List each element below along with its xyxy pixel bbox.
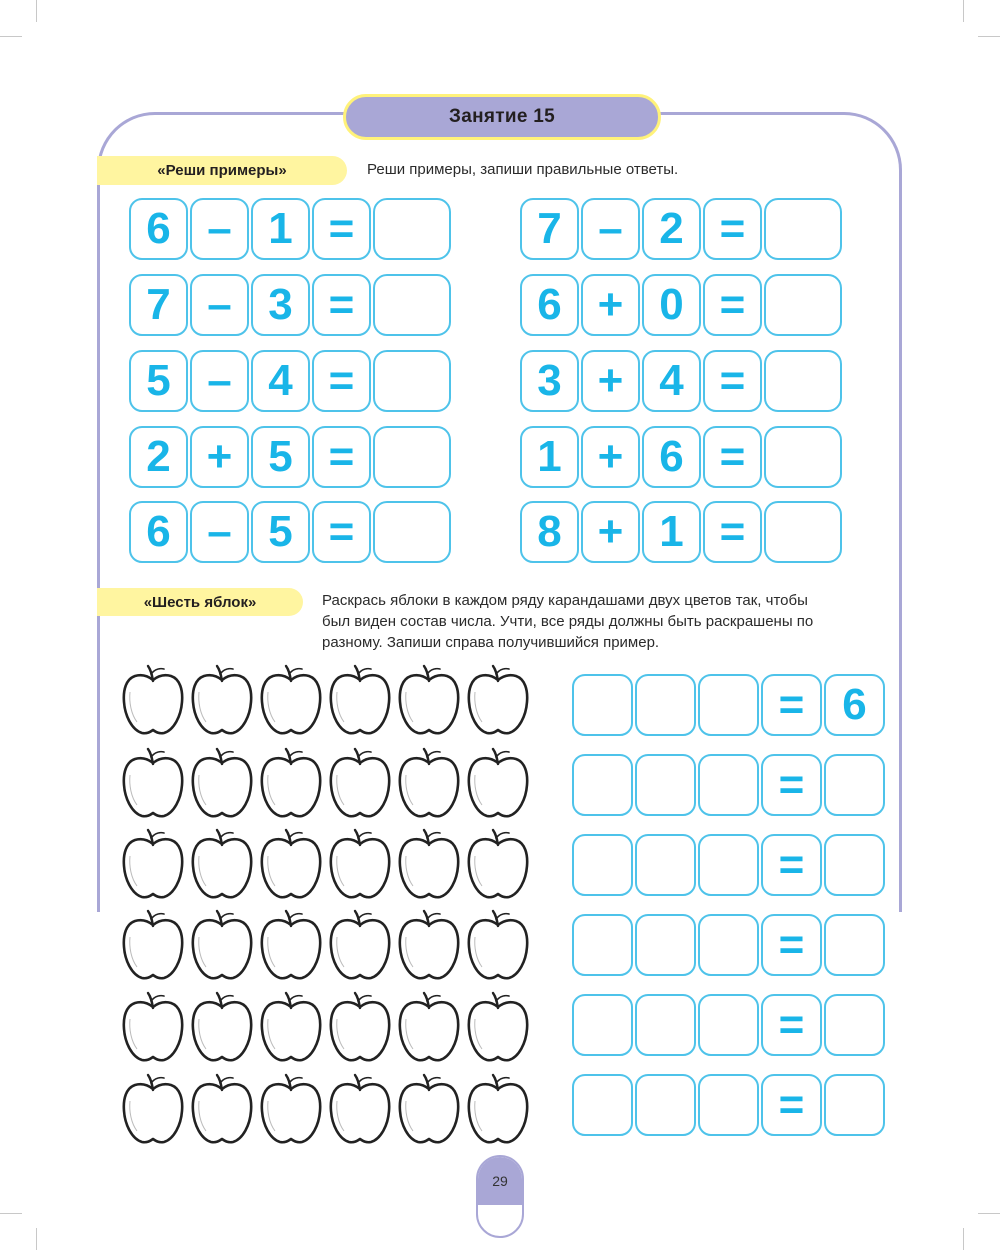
apple-icon[interactable] [191, 747, 253, 819]
result-box[interactable]: 6 [824, 674, 885, 736]
equals-cell: = [761, 834, 822, 896]
lesson-title [343, 94, 661, 140]
answer-box[interactable] [373, 350, 451, 412]
equals-cell: = [761, 1074, 822, 1136]
operand-cell: 4 [642, 350, 701, 412]
apple-icon[interactable] [191, 1073, 253, 1145]
apple-icon[interactable] [260, 664, 322, 736]
blank-box[interactable] [572, 754, 633, 816]
apple-icon[interactable] [329, 1073, 391, 1145]
apple-icon[interactable] [122, 1073, 184, 1145]
operand-cell: 7 [129, 274, 188, 336]
apple-icon[interactable] [329, 828, 391, 900]
equals-cell: = [703, 501, 762, 563]
equals-cell: = [312, 350, 371, 412]
blank-box[interactable] [635, 674, 696, 736]
example-row [572, 754, 885, 816]
result-box[interactable] [824, 994, 885, 1056]
operand-cell: 4 [251, 350, 310, 412]
operand-cell: 5 [251, 426, 310, 488]
apple-icon[interactable] [260, 1073, 322, 1145]
equation-row [520, 501, 842, 563]
section-label-solve [97, 156, 347, 185]
apple-icon[interactable] [260, 909, 322, 981]
apple-icon[interactable] [329, 664, 391, 736]
operator-cell: – [190, 274, 249, 336]
equals-cell: = [312, 198, 371, 260]
instruction-line: Раскрась яблоки в каждом ряду карандашами двух цветов так, чтобы [322, 592, 808, 609]
apple-icon[interactable] [467, 991, 529, 1063]
apple-icon[interactable] [467, 828, 529, 900]
result-box[interactable] [824, 754, 885, 816]
example-row [572, 994, 885, 1056]
equation-row [520, 274, 842, 336]
answer-box[interactable] [764, 426, 842, 488]
apple-icon[interactable] [398, 747, 460, 819]
apple-icon[interactable] [191, 991, 253, 1063]
answer-box[interactable] [373, 501, 451, 563]
instruction-line: разному. Запиши справа получившийся пример. [322, 634, 660, 651]
operand-cell: 1 [520, 426, 579, 488]
apple-icon[interactable] [398, 1073, 460, 1145]
blank-box[interactable] [698, 914, 759, 976]
equals-cell: = [761, 754, 822, 816]
result-box[interactable] [824, 914, 885, 976]
blank-box[interactable] [698, 674, 759, 736]
operand-cell: 8 [520, 501, 579, 563]
blank-box[interactable] [635, 834, 696, 896]
blank-box[interactable] [635, 754, 696, 816]
blank-box[interactable] [572, 834, 633, 896]
apple-icon[interactable] [467, 664, 529, 736]
equation-row [129, 350, 451, 412]
apple-icon[interactable] [467, 909, 529, 981]
example-row [572, 834, 885, 896]
apple-icon[interactable] [122, 909, 184, 981]
operator-cell: – [190, 198, 249, 260]
equals-cell: = [703, 426, 762, 488]
crop-mark [978, 36, 1000, 37]
apple-icon[interactable] [122, 747, 184, 819]
apple-icon[interactable] [329, 747, 391, 819]
equation-row [520, 198, 842, 260]
equation-row [520, 426, 842, 488]
answer-box[interactable] [373, 198, 451, 260]
apple-icon[interactable] [398, 909, 460, 981]
blank-box[interactable] [635, 914, 696, 976]
crop-mark [0, 36, 22, 37]
blank-box[interactable] [635, 994, 696, 1056]
operator-cell: + [581, 501, 640, 563]
lesson-title-text: Занятие 15 [449, 106, 555, 127]
blank-box[interactable] [572, 914, 633, 976]
answer-box[interactable] [373, 426, 451, 488]
crop-mark [0, 1213, 22, 1214]
apple-icon[interactable] [398, 828, 460, 900]
crop-mark [978, 1213, 1000, 1214]
blank-box[interactable] [572, 1074, 633, 1136]
equals-cell: = [703, 198, 762, 260]
equation-row [129, 426, 451, 488]
equation-row [129, 198, 451, 260]
operator-cell: + [190, 426, 249, 488]
operand-cell: 3 [520, 350, 579, 412]
section-label-six-apples [97, 588, 303, 616]
blank-box[interactable] [698, 994, 759, 1056]
operator-cell: – [190, 350, 249, 412]
equals-cell: = [312, 501, 371, 563]
apple-icon[interactable] [398, 991, 460, 1063]
operator-cell: – [581, 198, 640, 260]
operand-cell: 5 [251, 501, 310, 563]
equals-cell: = [761, 994, 822, 1056]
blank-box[interactable] [635, 1074, 696, 1136]
answer-box[interactable] [764, 501, 842, 563]
operator-cell: – [190, 501, 249, 563]
operator-cell: + [581, 426, 640, 488]
operand-cell: 0 [642, 274, 701, 336]
operand-cell: 2 [642, 198, 701, 260]
apple-icon[interactable] [398, 664, 460, 736]
page-number-tab [476, 1155, 524, 1238]
blank-box[interactable] [572, 994, 633, 1056]
apple-icon[interactable] [467, 1073, 529, 1145]
equals-cell: = [703, 350, 762, 412]
apple-icon[interactable] [191, 828, 253, 900]
section-label-text: «Реши примеры» [157, 162, 287, 179]
crop-mark [963, 0, 964, 22]
operand-cell: 1 [642, 501, 701, 563]
blank-box[interactable] [698, 1074, 759, 1136]
equals-cell: = [312, 426, 371, 488]
crop-mark [36, 1228, 37, 1250]
operand-cell: 6 [642, 426, 701, 488]
apple-icon[interactable] [260, 747, 322, 819]
operand-cell: 6 [129, 198, 188, 260]
apple-icon[interactable] [329, 909, 391, 981]
section-instruction: Реши примеры, запиши правильные ответы. [367, 161, 679, 178]
example-row [572, 1074, 885, 1136]
apple-icon[interactable] [122, 664, 184, 736]
answer-box[interactable] [764, 274, 842, 336]
blank-box[interactable] [572, 674, 633, 736]
equals-cell: = [312, 274, 371, 336]
apple-icon[interactable] [122, 828, 184, 900]
result-box[interactable] [824, 1074, 885, 1136]
apple-icon[interactable] [467, 747, 529, 819]
operand-cell: 3 [251, 274, 310, 336]
apple-icon[interactable] [191, 909, 253, 981]
example-row [572, 674, 885, 736]
answer-box[interactable] [373, 274, 451, 336]
operator-cell: + [581, 350, 640, 412]
answer-box[interactable] [764, 350, 842, 412]
crop-mark [36, 0, 37, 22]
crop-mark [963, 1228, 964, 1250]
result-box[interactable] [824, 834, 885, 896]
operand-cell: 6 [520, 274, 579, 336]
answer-box[interactable] [764, 198, 842, 260]
instruction-line: был виден состав числа. Учти, все ряды должны быть раскрашены по [322, 613, 814, 630]
section-label-text: «Шесть яблок» [143, 593, 257, 611]
apple-icon[interactable] [191, 664, 253, 736]
apple-icon[interactable] [260, 991, 322, 1063]
blank-box[interactable] [698, 834, 759, 896]
page-number: 29 [492, 1173, 508, 1189]
equation-row [129, 274, 451, 336]
apple-icon[interactable] [122, 991, 184, 1063]
equals-cell: = [761, 914, 822, 976]
operand-cell: 2 [129, 426, 188, 488]
operand-cell: 7 [520, 198, 579, 260]
apple-icon[interactable] [260, 828, 322, 900]
operator-cell: + [581, 274, 640, 336]
section-instruction [322, 590, 813, 653]
equation-row [129, 501, 451, 563]
equals-cell: = [703, 274, 762, 336]
operand-cell: 5 [129, 350, 188, 412]
operand-cell: 6 [129, 501, 188, 563]
operand-cell: 1 [251, 198, 310, 260]
blank-box[interactable] [698, 754, 759, 816]
apple-icon[interactable] [329, 991, 391, 1063]
equals-cell: = [761, 674, 822, 736]
equation-row [520, 350, 842, 412]
example-row [572, 914, 885, 976]
